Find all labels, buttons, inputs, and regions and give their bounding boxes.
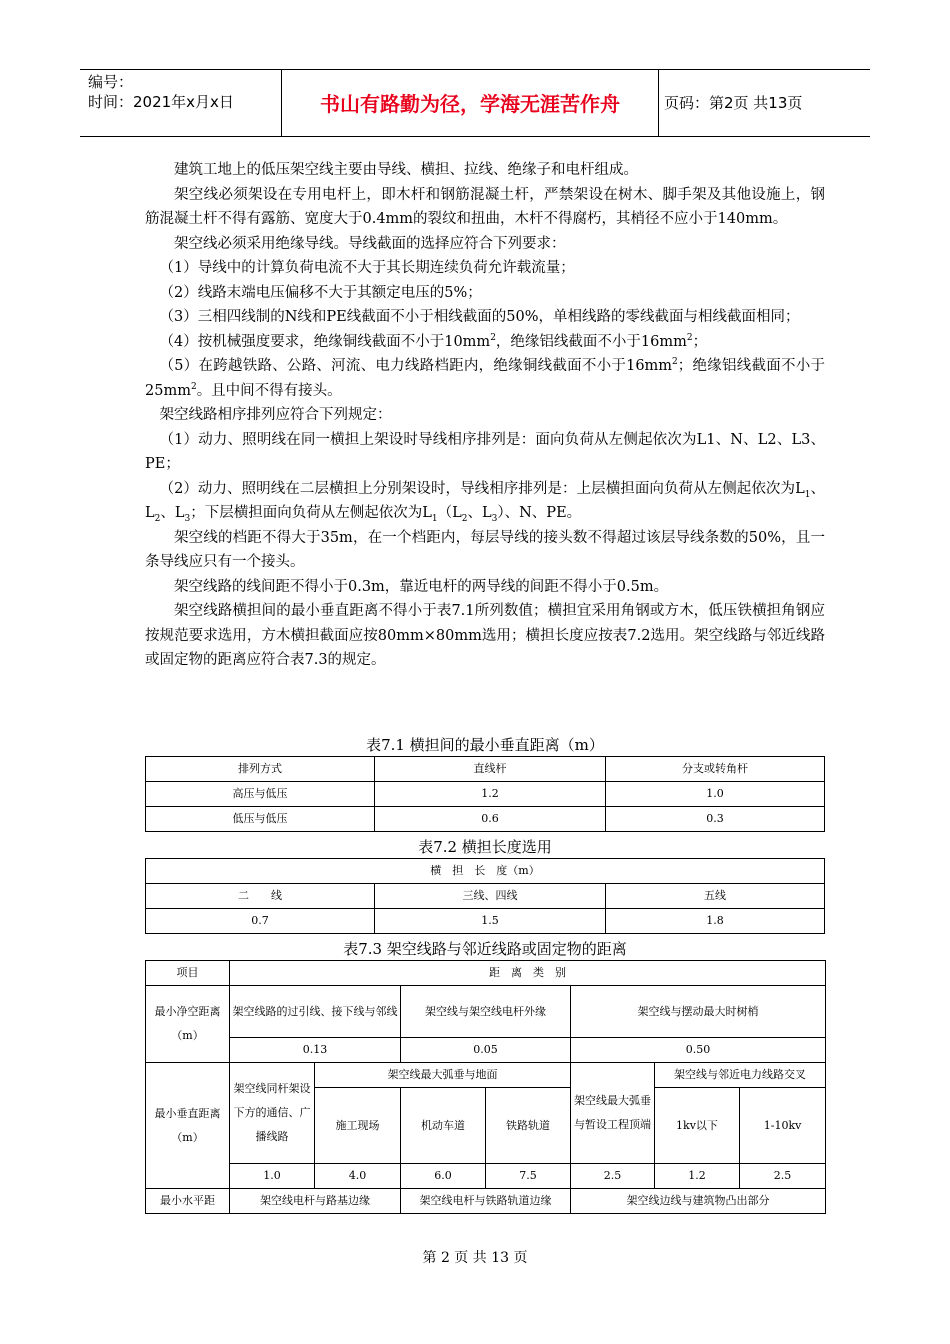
row-label-cell: 最小净空距离（m） [146, 986, 230, 1063]
table-row [146, 884, 825, 909]
table-header-cell: 分支或转角杆 [606, 757, 825, 782]
table-cell: 1.0 [606, 782, 825, 807]
table-row [146, 1164, 826, 1189]
header-bottom-rule [80, 136, 870, 137]
table-cell: 1.5 [375, 909, 606, 934]
table-cell: 1.2 [655, 1164, 740, 1189]
doc-date-label: 时间：2021年x月x日 [88, 93, 234, 111]
table-cell: 2.5 [571, 1164, 655, 1189]
table-header-cell: 三线、四线 [375, 884, 606, 909]
table-header-cell: 直线杆 [375, 757, 606, 782]
paragraph: 架空线路横担间的最小垂直距离不得小于表7.1所列数值；横担宜采用角钢或方木，低压铁横担角钢应按规范要求选用，方木横担截面应按80mm×80mm选用；横担长度应按表7.2选用。架空线路与邻近线路或固定物的距离应符合表7.3的规定。 [145, 603, 825, 668]
table-7-3 [145, 960, 826, 1214]
page-footer: 第 2 页 共 13 页 [422, 1250, 528, 1266]
table-row [146, 807, 825, 832]
table-header-cell: 架空线与邻近电力线路交叉 [655, 1063, 826, 1088]
table-cell: 6.0 [401, 1164, 486, 1189]
table-row [146, 909, 825, 934]
table-cell: 0.6 [375, 807, 606, 832]
list-item: （2）线路末端电压偏移不大于其额定电压的5%； [159, 284, 482, 301]
table-header-cell: 排列方式 [146, 757, 375, 782]
table-header-cell: 二 线 [146, 884, 375, 909]
slogan-text: 书山有路勤为径，学海无涯苦作舟 [320, 92, 620, 116]
table-header-cell: 五线 [606, 884, 825, 909]
table-row [146, 757, 825, 782]
list-item: （3）三相四线制的N线和PE线截面不小于相线截面的50%，单相线路的零线截面与相线截面相同； [159, 309, 800, 325]
header-meta [88, 72, 278, 112]
list-item: （1）动力、照明线在同一横担上架设时导线相序排列是：面向负荷从左侧起依次为L1、N、L2、L3、PE； [145, 431, 825, 472]
table-cell: 1.8 [606, 909, 825, 934]
table-7-1 [145, 756, 825, 832]
list-item: （5）在跨越铁路、公路、河流、电力线路档距内，绝缘铜线截面不小于$16mm^2$；绝缘铝线截面不小于$25mm^2$。且中间不得有接头。 [145, 357, 825, 399]
table-7-2 [145, 858, 825, 934]
table-cell: 架空线电杆与铁路轨道边缘 [401, 1189, 571, 1214]
table-cell: 架空线与摆动最大时树梢 [571, 986, 826, 1038]
table-cell: 1-10kv [740, 1088, 826, 1164]
table-cell: 架空线与架空线电杆外缘 [401, 986, 571, 1038]
row-label-cell: 最小水平距 [146, 1189, 230, 1214]
table-caption: 表7.1 横担间的最小垂直距离（m） [366, 736, 604, 754]
table-cell: 施工现场 [315, 1088, 401, 1164]
header-slogan [282, 69, 658, 136]
table-header-cell: 架空线最大弧垂与地面 [315, 1063, 571, 1088]
table-cell: 机动车道 [401, 1088, 486, 1164]
table-cell: 架空线路的过引线、接下线与邻线 [230, 986, 401, 1038]
table-caption: 表7.3 架空线路与邻近线路或固定物的距离 [343, 940, 627, 958]
header-page-info: 页码：第2页 共13页 [664, 94, 803, 112]
paragraph: 架空线的档距不得大于35m，在一个档距内，每层导线的接头数不得超过该层导线条数的50%，且一条导线应只有一个接头。 [145, 529, 825, 570]
table-cell: 低压与低压 [146, 807, 375, 832]
table-cell: 铁路轨道 [486, 1088, 571, 1164]
doc-code-label: 编号： [88, 73, 134, 91]
list-item: （1）导线中的计算负荷电流不大于其长期连续负荷允许载流量； [159, 260, 575, 276]
table-row [146, 1063, 826, 1088]
table-cell: 0.05 [401, 1038, 571, 1063]
table-header-cell: 项目 [146, 961, 230, 986]
table-row [146, 1038, 826, 1063]
table-row [146, 986, 826, 1038]
document-body [145, 158, 825, 673]
table-cell: 1.2 [375, 782, 606, 807]
paragraph: 架空线必须采用绝缘导线。导线截面的选择应符合下列要求： [174, 235, 566, 252]
table-row [146, 961, 826, 986]
list-item: （4）按机械强度要求，绝缘铜线截面不小于$10mm^2$，绝缘铝线截面不小于$16mm^2$； [159, 332, 708, 350]
table-header-cell: 距 离 类 别 [230, 961, 826, 986]
paragraph: 建筑工地上的低压架空线主要由导线、横担、拉线、绝缘子和电杆组成。 [174, 162, 638, 178]
table-row [146, 1189, 826, 1214]
table-row [146, 859, 825, 884]
table-cell: 2.5 [740, 1164, 826, 1189]
paragraph: 架空线路相序排列应符合下列规定： [159, 407, 392, 423]
paragraph: 架空线必须架设在专用电杆上，即木杆和钢筋混凝土杆，严禁架设在树木、脚手架及其他设施上，钢筋混凝土杆不得有露筋、宽度大于0.4mm的裂纹和扭曲，木杆不得腐朽，其梢径不应小于140mm。 [145, 186, 825, 227]
row-label-cell: 最小垂直距离（m） [146, 1063, 230, 1189]
table-cell: 0.13 [230, 1038, 401, 1063]
table-cell: 0.3 [606, 807, 825, 832]
table-cell: 1.0 [230, 1164, 315, 1189]
table-cell: 架空线最大弧垂与暂设工程顶端 [571, 1063, 655, 1164]
table-cell: 1kv以下 [655, 1088, 740, 1164]
table-cell: 架空线电杆与路基边缘 [230, 1189, 401, 1214]
header-divider [658, 69, 659, 136]
table-cell: 架空线边线与建筑物凸出部分 [571, 1189, 826, 1214]
table-header-cell: 横 担 长 度（m） [146, 859, 825, 884]
table-caption: 表7.2 横担长度选用 [418, 838, 552, 856]
list-item: （2）动力、照明线在二层横担上分别架设时，导线相序排列是：上层横担面向负荷从左侧起依次为$L_1$、$L_2$、$L_3$；下层横担面向负荷从左侧起依次为$L_1(L_2$、$L_3$）、N、PE。 [145, 480, 826, 524]
table-cell: 高压与低压 [146, 782, 375, 807]
table-row [146, 782, 825, 807]
table-cell: 4.0 [315, 1164, 401, 1189]
paragraph: 架空线路的线间距不得小于0.3m，靠近电杆的两导线的间距不得小于0.5m。 [174, 578, 669, 595]
table-cell: 7.5 [486, 1164, 571, 1189]
table-cell: 0.50 [571, 1038, 826, 1063]
table-cell: 0.7 [146, 909, 375, 934]
table-cell: 架空线同杆架设下方的通信、广播线路 [230, 1063, 315, 1164]
